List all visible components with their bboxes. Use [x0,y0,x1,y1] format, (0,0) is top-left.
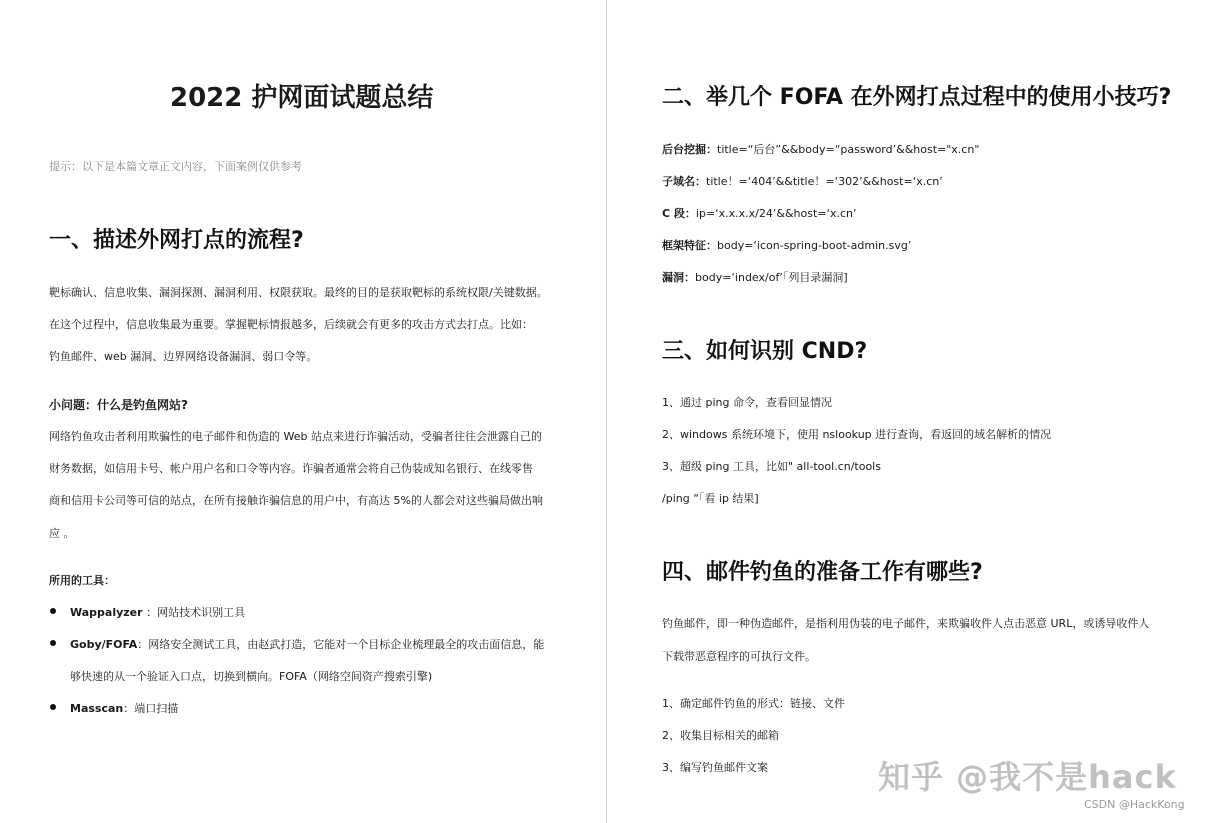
section3-heading: 三、如何识别 CND? [662,339,868,364]
page-divider [606,0,607,823]
document-title: 2022 护网面试题总结 [170,83,434,113]
fofa-tip [662,237,911,253]
section4-heading: 四、邮件钓鱼的准备工作有哪些? [662,560,983,585]
tool-name: Masscan [70,702,124,715]
bullet-dot [50,608,56,614]
prep-line: 1、确定邮件钓鱼的形式：链接、文件 [662,697,845,710]
subquestion-title: 小问题：什么是钓鱼网站? [49,398,188,412]
csdn-credit: CSDN @HackKong [1084,798,1185,811]
fofa-tip [662,205,857,221]
section2-heading: 二、举几个 FOFA 在外网打点过程中的使用小技巧? [662,85,1172,110]
phish-line: 钓鱼邮件，即一种伪造邮件，是指利用伪装的电子邮件，来欺骗收件人点击恶意 URL，或诱导收件人 [662,617,1150,630]
prep-line: 2、收集目标相关的邮箱 [662,729,779,742]
section1-heading: 一、描述外网打点的流程? [49,228,304,253]
tools-title: 所用的工具： [49,574,115,587]
tool-item [70,636,544,652]
tip-text: body=‘icon-spring-boot-admin.svg’ [717,239,912,252]
cnd-line: /ping “「看 ip 结果] [662,492,759,505]
subquestion-line: 商和信用卡公司等可信的站点，在所有接触诈骗信息的用户中，有高达 5%的人都会对这些骗局做出响 [49,494,543,507]
tool-item [70,700,178,716]
section1-line: 靶标确认、信息收集、漏洞探测、漏洞利用、权限获取。最终的目的是获取靶标的系统权限/关键数据。 [49,286,548,299]
section1-line: 钓鱼邮件、web 漏洞、边界网络设备漏洞、弱口令等。 [49,350,318,363]
cnd-line: 2、windows 系统环境下，使用 nslookup 进行查询，看返回的域名解析的情况 [662,428,1052,441]
tip-text: title=“后台”&&body=“password’&&host="x.cn" [717,143,980,156]
tool-desc: ：端口扫描 [123,702,179,715]
phish-line: 下载带恶意程序的可执行文件。 [662,650,816,663]
tip-label: C 段： [662,207,696,220]
bullet-dot [50,640,56,646]
tool-name: Goby/FOFA [70,638,138,651]
subquestion-line: 财务数据，如信用卡号、帐户用户名和口令等内容。诈骗者通常会将自己伪装成知名银行、在线零售 [49,462,533,475]
fofa-tip [662,269,848,285]
tool-item [70,604,245,620]
cnd-line: 1、通过 ping 命令，查看回显情况 [662,396,832,409]
right-page [608,0,1214,823]
bullet-dot [50,704,56,710]
tip-label: 子域名： [662,175,706,188]
fofa-tip [662,173,943,189]
tip-text: body=‘index/of’「列目录漏洞] [695,271,848,284]
tool-name: Wappalyzer [70,606,143,619]
tool-desc-continued: 够快速的从一个验证入口点，切换到横向。FOFA（网络空间资产搜索引擎) [70,670,433,683]
tool-desc: ：网络安全测试工具，由赵武打造，它能对一个目标企业梳理最全的攻击面信息，能 [137,638,545,651]
cnd-line: 3、超级 ping 工具，比如" all-tool.cn/tools [662,460,881,473]
watermark: 知乎 @我不是hack [878,758,1177,796]
subquestion-line: 网络钓鱼攻击者利用欺骗性的电子邮件和伪造的 Web 站点来进行诈骗活动，受骗者往往会泄露自己的 [49,430,542,443]
prep-line: 3、编写钓鱼邮件文案 [662,761,768,774]
hint-text: 提示：以下是本篇文章正文内容，下面案例仅供参考 [49,160,302,173]
fofa-tip [662,141,979,157]
tip-label: 框架特征： [662,239,717,252]
section1-line: 在这个过程中，信息收集最为重要。掌握靶标情报越多，后续就会有更多的攻击方式去打点。比如： [49,318,533,331]
subquestion-line: 应 。 [49,527,75,540]
left-page [0,0,606,823]
tool-desc: ：网站技术识别工具 [142,606,246,619]
tip-label: 后台挖掘： [662,143,717,156]
tip-text: ip=‘x.x.x.x/24’&&host=‘x.cn’ [695,207,857,220]
tip-text: title！=‘404’&&title！=‘302’&&host=‘x.cn’ [706,175,943,188]
tip-label: 漏洞： [662,271,695,284]
